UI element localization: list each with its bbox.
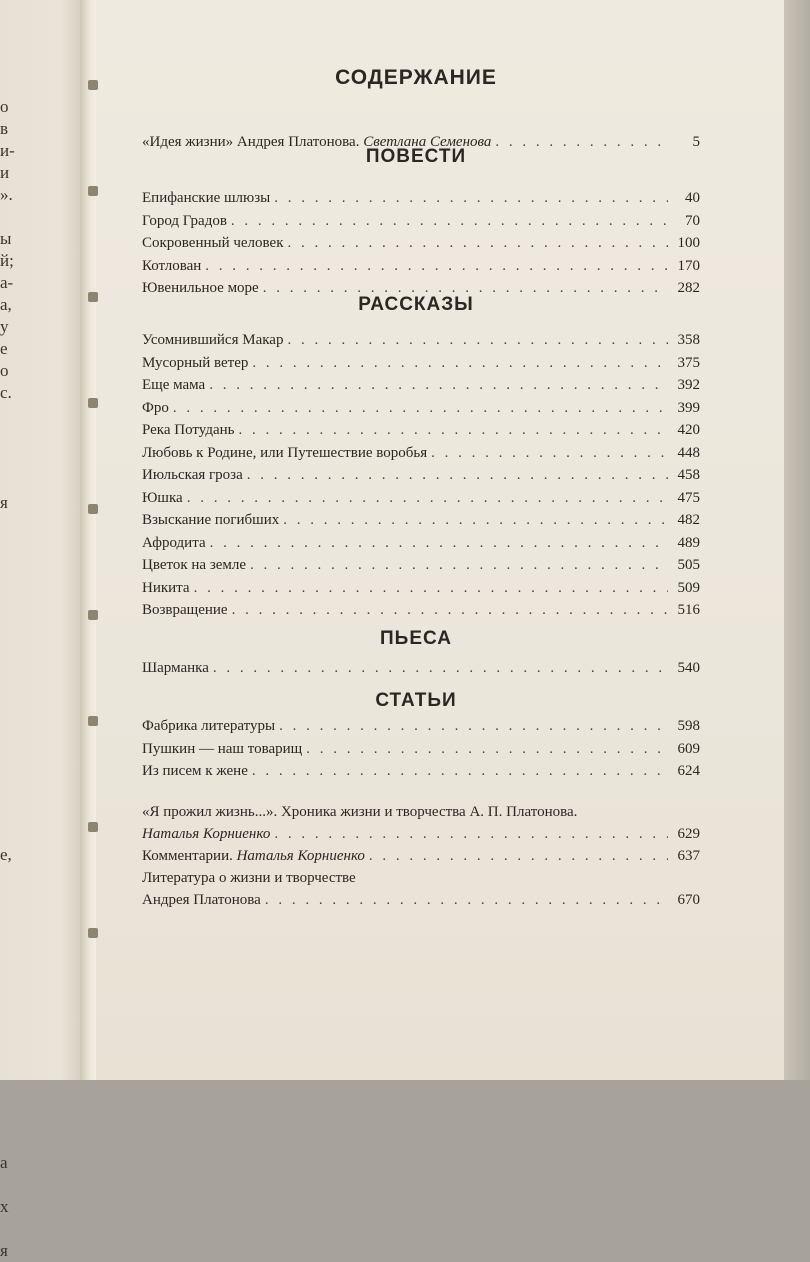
left-page-fragment [0,558,22,580]
comments-label: Комментарии. [142,848,233,864]
page-number: 482 [677,512,700,528]
left-page-fragment [0,756,22,778]
left-page-fragment [0,206,22,228]
dot-leader [252,353,668,373]
left-page-fragment [0,800,22,822]
page-number: 358 [677,332,700,348]
left-page-fragment: а, [0,295,12,314]
left-page-fragment [0,1042,22,1064]
left-page-fragment: и- [0,141,15,160]
left-page-text-fragments [0,96,22,1262]
left-page-fragment [0,1130,22,1152]
entry-title: Усомнившийся Макар [142,332,284,348]
toc-entry [142,443,700,463]
dot-leader [187,488,668,508]
section-heading: СТАТЬИ [375,690,457,711]
left-page-fragment [0,910,22,932]
section-heading: ПОВЕСТИ [365,146,467,167]
toc-entry [142,330,700,350]
left-page-fragment: я [0,493,8,512]
left-page-fragment: о [0,361,9,380]
left-page-fragment: е, [0,845,12,864]
page-number: 629 [677,826,700,842]
page-number: 282 [677,280,700,296]
dot-leader [209,375,668,395]
toc-entry [142,555,700,575]
left-page-fragment [0,1020,22,1042]
left-page-fragment [0,404,22,426]
dot-leader [194,578,668,598]
entry-title: Река Потудань [142,422,235,438]
page-number: 448 [677,444,700,461]
left-page-fragment [0,1064,22,1086]
entry-title: Возвращение [142,602,228,618]
left-page-fragment [0,514,22,536]
entry-title: Фро [142,399,169,416]
entry-title: Фабрика литературы [142,718,276,734]
page-number: 489 [677,534,700,551]
left-page-fragment [0,602,22,624]
toc-entry [142,488,700,508]
left-page-fragment [0,1086,22,1108]
page-number: 5 [692,134,700,150]
dot-leader [431,443,668,463]
toc-entry [142,353,700,373]
left-page-fragment [0,734,22,756]
left-page-fragment [0,690,22,712]
page-number: 100 [677,235,700,251]
page-number: 170 [677,257,700,274]
toc-entry [142,533,700,553]
page-number: 40 [685,190,700,206]
left-page-fragment [0,536,22,558]
dot-leader [213,658,668,678]
left-page-fragment: а- [0,273,14,292]
toc-entry [142,761,700,781]
left-page-fragment [0,668,22,690]
dot-leader [250,555,668,575]
dot-leader [238,420,668,440]
left-page-fragment [0,866,22,888]
dot-leader [265,890,668,910]
entry-title: Цветок на земле [142,557,247,573]
left-page-fragment: е [0,339,8,358]
entry-title: Юшка [142,489,183,506]
dot-leader [173,398,668,418]
page-number: 375 [677,354,700,371]
table-of-contents [96,0,786,1080]
left-page-fragment [0,888,22,910]
toc-entry [142,211,700,231]
dot-leader [287,330,668,350]
contents-title: СОДЕРЖАНИЕ [335,66,497,89]
dot-leader [231,211,668,231]
entry-title: Город Градов [142,212,227,229]
entry-title: Любовь к Родине, или Путешествие воробья [142,444,428,461]
entry-title: Сокровенный человек [142,235,284,251]
left-page-fragment [0,448,22,470]
page-number: 399 [677,399,700,416]
chronicle-author: Наталья Корниенко [142,826,271,842]
dot-leader [247,465,668,485]
chronicle-line: «Я прожил жизнь...». Хроника жизни и творчества А. П. Платонова. [142,804,578,820]
left-page-fragment [0,624,22,646]
dot-leader [274,188,668,208]
left-page-fragment [0,426,22,448]
dot-leader [210,533,668,553]
page-number: 475 [677,489,700,506]
entry-title: Афродита [142,534,206,551]
toc-entry-literature [142,890,700,910]
dot-leader [274,824,668,844]
page-number: 420 [677,422,700,438]
toc-entry [142,256,700,276]
entry-title: Епифанские шлюзы [142,190,271,206]
section-heading: ПЬЕСА [380,628,452,649]
entry-title: Пушкин — наш товарищ [142,740,303,757]
entry-title: Еще мама [142,377,206,393]
entry-title: Котлован [142,257,202,274]
left-page-fragment [0,778,22,800]
literature-line-2: Андрея Платонова [142,892,261,908]
page-number: 505 [677,557,700,573]
left-page-fragment [0,1108,22,1130]
page-number: 624 [677,763,700,779]
dot-leader [232,600,668,620]
left-page-fragment [0,646,22,668]
page-number: 637 [677,848,700,864]
toc-entry [142,658,700,678]
intro-title: «Идея жизни» Андрея Платонова. [142,134,360,150]
left-page-fragment: ». [0,185,13,204]
page-number: 598 [677,718,700,734]
dot-leader [369,846,668,866]
left-page-fragment: и [0,163,10,182]
left-page-fragment [0,1218,22,1240]
left-page-fragment: ы [0,229,12,248]
left-page-fragment: в [0,119,9,138]
page-number: 392 [677,377,700,393]
left-page-fragment [0,822,22,844]
left-page-fragment: я [0,1241,8,1260]
toc-entry [142,375,700,395]
toc-entry [142,465,700,485]
left-page-fragment: а [0,1153,8,1172]
toc-entry [142,739,700,759]
toc-entry [142,420,700,440]
left-page-fragment [0,1174,22,1196]
left-page [0,0,86,1260]
literature-line: Литература о жизни и творчестве [142,870,356,886]
page-number: 516 [677,602,700,618]
dot-leader [306,739,668,759]
entry-title: Июльская гроза [142,467,243,483]
left-page-fragment: у [0,317,9,336]
page-number: 509 [677,579,700,596]
left-page-fragment [0,470,22,492]
left-page-fragment [0,998,22,1020]
toc-entry [142,600,700,620]
dot-leader [279,716,668,736]
toc-entry [142,233,700,253]
toc-entry-chronicle [142,824,700,844]
page-number: 540 [677,660,700,676]
left-page-fragment [0,954,22,976]
toc-entry [142,188,700,208]
entry-title: Ювенильное море [142,280,259,296]
left-page-fragment: с. [0,383,12,402]
left-page-fragment: й; [0,251,14,270]
entry-title: Шарманка [142,660,209,676]
entry-title: Взыскание погибших [142,512,280,528]
toc-entry [142,398,700,418]
left-page-fragment [0,580,22,602]
entry-title: Никита [142,579,190,596]
toc-entry [142,510,700,530]
dot-leader [205,256,668,276]
page-edge [784,0,810,1080]
page-number: 70 [685,212,700,229]
dot-leader [287,233,668,253]
entry-title: Из писем к жене [142,763,248,779]
left-page-fragment [0,976,22,998]
entry-title: Мусорный ветер [142,354,249,371]
comments-author: Наталья Корниенко [236,848,365,864]
left-page-fragment [0,712,22,734]
left-page-fragment [0,932,22,954]
toc-entry-comments [142,846,700,866]
section-heading: РАССКАЗЫ [358,294,474,315]
toc-entry [142,578,700,598]
left-page-fragment: о [0,97,9,116]
intro-author: Светлана Семенова [363,134,492,150]
page-number: 609 [677,740,700,757]
dot-leader [252,761,668,781]
dot-leader [283,510,668,530]
page-number: 670 [677,892,700,908]
left-page-fragment: х [0,1197,9,1216]
toc-entry [142,716,700,736]
page-number: 458 [677,467,700,483]
